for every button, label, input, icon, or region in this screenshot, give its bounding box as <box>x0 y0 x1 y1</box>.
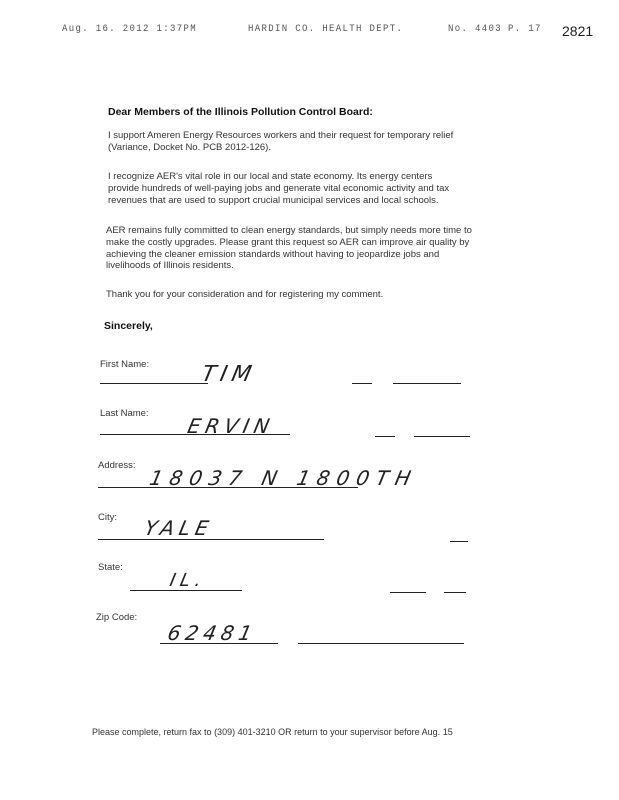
closing: Sincerely, <box>104 320 153 332</box>
paragraph-line: Thank you for your consideration and for registering my comment. <box>106 289 384 300</box>
paragraph-line: livelihoods of Illinois residents. <box>106 260 234 272</box>
paragraph-line: (Variance, Docket No. PCB 2012-126). <box>108 141 271 153</box>
state-value[interactable]: IL. <box>167 570 209 591</box>
paragraph-commitment <box>106 225 506 272</box>
zip-label: Zip Code: <box>96 612 138 623</box>
first-name-underline-2 <box>352 383 372 384</box>
letter-heading: Dear Members of the Illinois Pollution Control Board: <box>108 106 373 118</box>
paragraph-recognize <box>108 171 508 206</box>
paragraph-thanks <box>106 289 506 301</box>
page-number: 2821 <box>562 23 594 39</box>
paragraph-line: AER remains fully committed to clean energy standards, but simply needs more time to <box>106 225 472 236</box>
address-value[interactable]: 18037 N 1800TH <box>147 466 421 490</box>
first-name-label: First Name: <box>100 359 150 370</box>
fax-sender: HARDIN CO. HEALTH DEPT. <box>248 24 404 35</box>
state-underline-2 <box>390 592 426 593</box>
paragraph-line: I support Ameren Energy Resources workers and their request for temporary relief <box>108 130 454 141</box>
first-name-underline-3 <box>393 383 461 384</box>
last-name-value[interactable]: ERVIN <box>185 414 277 438</box>
last-name-underline-2 <box>375 436 395 437</box>
fax-date-time: Aug. 16. 2012 1:37PM <box>62 24 198 35</box>
paragraph-line: make the costly upgrades. Please grant this request so AER can improve air quality by <box>106 236 470 248</box>
paragraph-support <box>108 130 508 154</box>
last-name-underline-3 <box>414 436 470 437</box>
zip-underline-2 <box>298 643 464 644</box>
city-label: City: <box>98 512 117 523</box>
paragraph-line: I recognize AER's vital role in our local and state economy. Its energy centers <box>108 171 433 182</box>
first-name-value[interactable]: TIM <box>199 362 259 387</box>
paragraph-line: provide hundreds of well-paying jobs and generate vital economic activity and tax <box>108 182 450 194</box>
fax-number: No. 4403 <box>448 24 503 35</box>
zip-value[interactable]: 62481 <box>165 621 260 645</box>
footer-instructions: Please complete, return fax to (309) 401-3210 OR return to your supervisor before Aug. 15 <box>92 727 453 737</box>
fax-page: P. 17 <box>508 24 542 35</box>
state-underline-3 <box>444 592 466 593</box>
city-underline <box>98 539 324 540</box>
city-value[interactable]: YALE <box>142 516 216 540</box>
state-label: State: <box>98 562 123 573</box>
city-underline-2 <box>450 541 468 542</box>
paragraph-line: revenues that are used to support crucial municipal services and local schools. <box>108 194 439 206</box>
paragraph-line: achieving the cleaner emission standards without having to jeopardize jobs and <box>106 248 440 260</box>
address-label: Address: <box>98 460 136 471</box>
first-name-underline <box>100 383 208 384</box>
last-name-label: Last Name: <box>100 408 149 419</box>
